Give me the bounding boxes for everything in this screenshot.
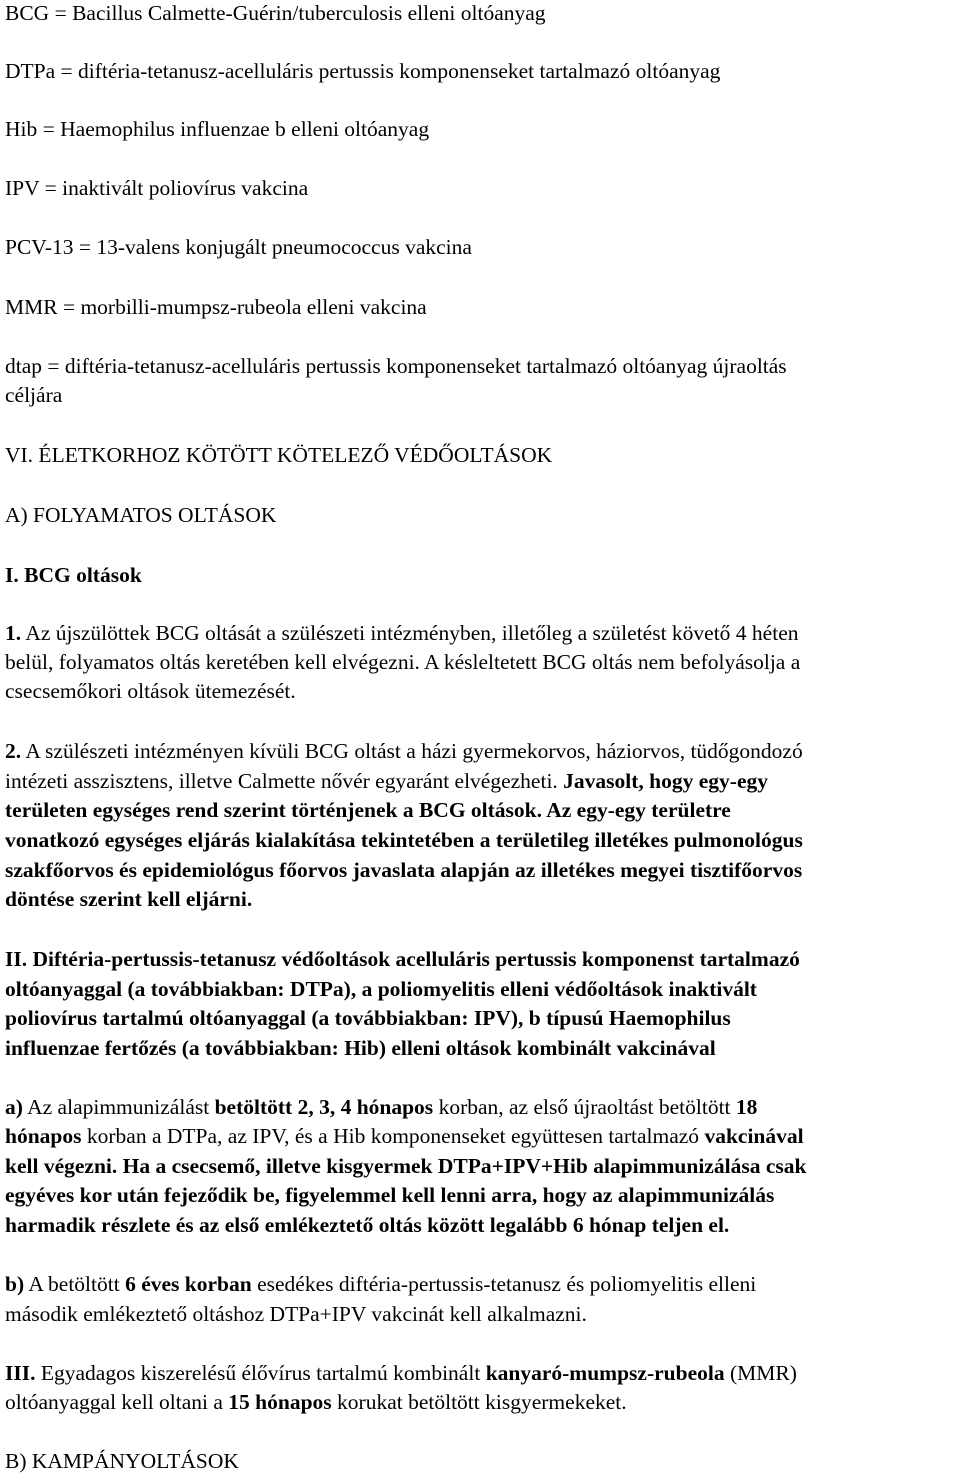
section-heading-b: B) KAMPÁNYOLTÁSOK — [5, 1449, 239, 1473]
paragraph-1-line-1: 1. Az újszülöttek BCG oltását a szülészeti intézményben, illetőleg a születést követő 4 héten — [5, 621, 799, 645]
section-heading-i: I. BCG oltások — [5, 563, 142, 587]
section-ii-line-4: influenzae fertőzés (a továbbiakban: Hib) elleni oltások kombinált vakcinával — [5, 1036, 716, 1060]
section-iii-line-2: oltóanyaggal kell oltani a 15 hónapos korukat betöltött kisgyermekeket. — [5, 1390, 627, 1414]
section-heading-vi: VI. ÉLETKORHOZ KÖTÖTT KÖTELEZŐ VÉDŐOLTÁSOK — [5, 443, 553, 467]
abbr-bcg: BCG = Bacillus Calmette-Guérin/tuberculosis elleni oltóanyag — [5, 1, 546, 25]
abbr-dtpa: DTPa = diftéria-tetanusz-acelluláris pertussis komponenseket tartalmazó oltóanyag — [5, 59, 721, 83]
paragraph-2-line-6: döntése szerint kell eljárni. — [5, 887, 253, 911]
paragraph-b-line-1: b) A betöltött 6 éves korban esedékes diftéria-pertussis-tetanusz és poliomyelitis elleni — [5, 1272, 757, 1296]
abbr-dtap: dtap = diftéria-tetanusz-acelluláris pertussis komponenseket tartalmazó oltóanyag újraoltás — [5, 354, 787, 378]
abbr-ipv: IPV = inaktivált poliovírus vakcina — [5, 176, 309, 200]
abbr-mmr: MMR = morbilli-mumpsz-rubeola elleni vakcina — [5, 295, 427, 319]
section-ii-line-2: oltóanyaggal (a továbbiakban: DTPa), a poliomyelitis elleni védőoltások inaktivált — [5, 977, 757, 1001]
paragraph-2-line-1: 2. A szülészeti intézményen kívüli BCG oltást a házi gyermekorvos, háziorvos, tüdőgondozó — [5, 739, 803, 763]
paragraph-2-line-4: vonatkozó egységes eljárás kialakítása tekintetében a területileg illetékes pulmonológus — [5, 828, 803, 852]
paragraph-2-line-5: szakfőorvos és epidemiológus főorvos javaslata alapján az illetékes megyei tisztifőorvos — [5, 858, 803, 882]
section-iii-line-1: III. Egyadagos kiszerelésű élővírus tartalmú kombinált kanyaró-mumpsz-rubeola (MMR) — [5, 1361, 797, 1385]
section-heading-a: A) FOLYAMATOS OLTÁSOK — [5, 503, 277, 527]
paragraph-1-line-2: belül, folyamatos oltás keretében kell elvégezni. A késleltetett BCG oltás nem befolyásolja a — [5, 650, 801, 674]
paragraph-a-line-3: kell végezni. Ha a csecsemő, illetve kisgyermek DTPa+IPV+Hib alapimmunizálása csak — [5, 1154, 807, 1178]
abbr-hib: Hib = Haemophilus influenzae b elleni oltóanyag — [5, 117, 430, 141]
paragraph-1-line-3: csecsemőkori oltások ütemezését. — [5, 679, 296, 703]
paragraph-a-line-5: harmadik részlete és az első emlékeztető oltás között legalább 6 hónap teljen el. — [5, 1213, 730, 1237]
paragraph-2-line-2: intézeti asszisztens, illetve Calmette nővér egyaránt elvégezheti. Javasolt, hogy egy-egy — [5, 769, 768, 793]
paragraph-a-line-1: a) Az alapimmunizálást betöltött 2, 3, 4 hónapos korban, az első újraoltást betöltött 18 — [5, 1095, 758, 1119]
section-ii-line-1: II. Diftéria-pertussis-tetanusz védőoltások acelluláris pertussis komponenst tartalmazó — [5, 947, 800, 971]
section-ii-line-3: poliovírus tartalmú oltóanyaggal (a továbbiakban: IPV), b típusú Haemophilus — [5, 1006, 731, 1030]
paragraph-a-line-2: hónapos korban a DTPa, az IPV, és a Hib komponenseket együttesen tartalmazó vakcinával — [5, 1124, 804, 1148]
paragraph-a-line-4: egyéves kor után fejeződik be, figyelemmel kell lenni arra, hogy az alapimmunizálás — [5, 1183, 775, 1207]
abbr-pcv13: PCV-13 = 13-valens konjugált pneumococcus vakcina — [5, 235, 472, 259]
paragraph-number: 2. — [5, 739, 22, 763]
paragraph-2-line-3: területen egységes rend szerint történjenek a BCG oltások. Az egy-egy területre — [5, 798, 731, 822]
paragraph-number: 1. — [5, 621, 22, 645]
paragraph-b-line-2: második emlékeztető oltáshoz DTPa+IPV vakcinát kell alkalmazni. — [5, 1302, 587, 1326]
abbr-dtap-cont: céljára — [5, 383, 63, 407]
